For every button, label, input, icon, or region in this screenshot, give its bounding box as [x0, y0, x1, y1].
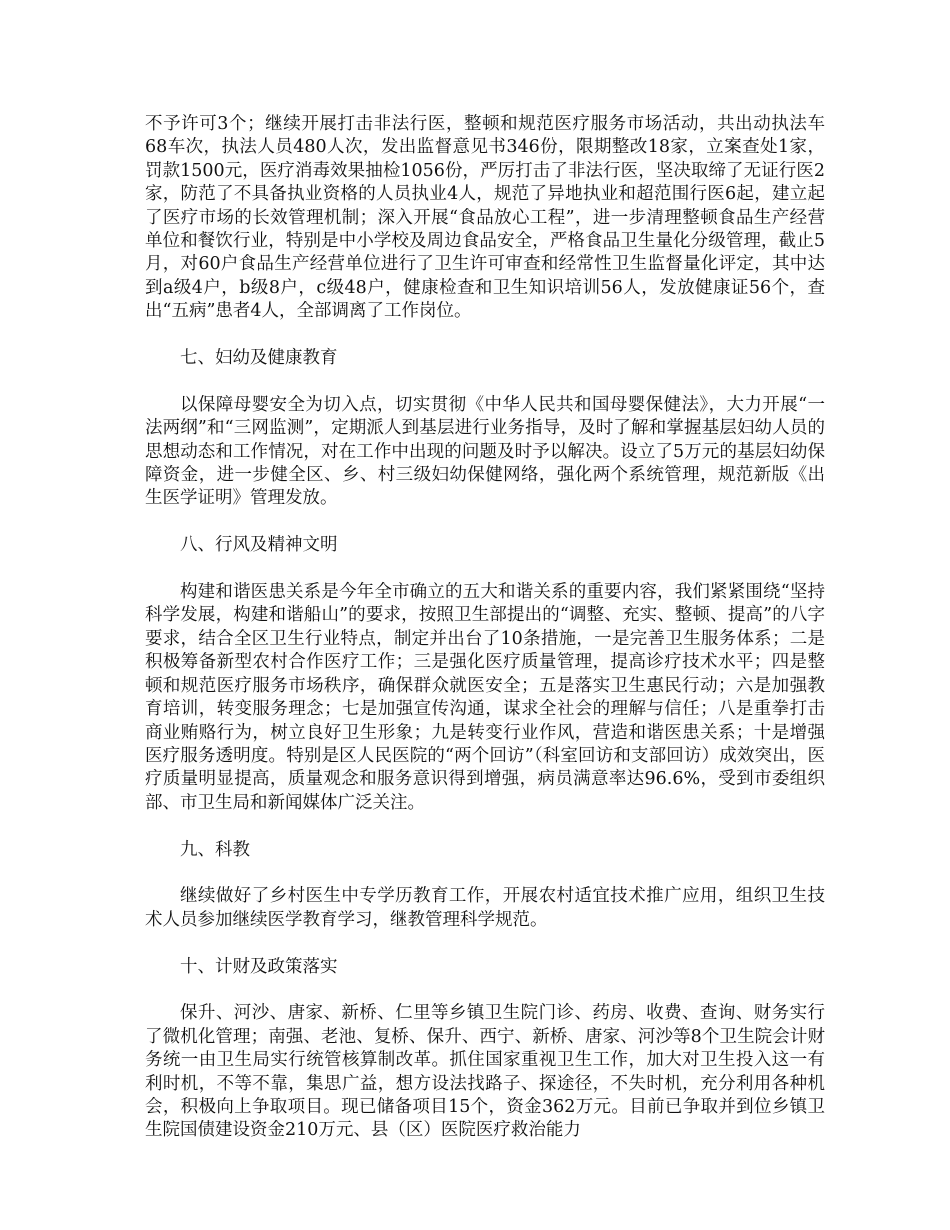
section-heading-education: 九、科教 — [180, 839, 250, 860]
paragraph-gap — [145, 511, 825, 534]
paragraph-gap — [145, 558, 825, 581]
paragraph-education: 继续做好了乡村医生中专学历教育工作，开展农村适宜技术推广应用，组织卫生技术人员参加继续医学教育学习，继教管理科学规范。 — [145, 886, 825, 930]
paragraph-maternal-health: 以保障母婴安全为切入点，切实贯彻《中华人民共和国母婴保健法》，大力开展“一法两纲”和“三网监测”，定期派人到基层进行业务指导，及时了解和掌握基层妇幼人员的思想动态和工作情况，对在工作中出现的问题及时予以解决。设立了5万元的基层妇幼保障资金，进一步健全区、乡、村三级妇幼保健网络，强化两个系统管理，规范新版《出生医学证明》管理发放。 — [145, 394, 825, 509]
paragraph-gap — [145, 324, 825, 347]
paragraph-supervision: 不予许可3个；继续开展打击非法行医，整顿和规范医疗服务市场活动，共出动执法车68车次，执法人员480人次，发出监督意见书346份，限期整改18家，立案查处1家，罚款1500元，医疗消毒效果抽检1056份，严厉打击了非法行医，坚决取缔了无证行医2家，防范了不具备执业资格的人员执业4人，规范了异地执业和超范围行医6起，建立起了医疗市场的长效管理机制；深入开展“食品放心工程”，进一步清理整顿食品生产经营单位和餐饮行业，特别是中小学校及周边食品安全，严格食品卫生量化分级管理，截止5月，对60户食品生产经营单位进行了卫生许可审查和经常性卫生监督量化评定，其中达到a级4户，b级8户，c级48户，健康检查和卫生知识培训56人，发放健康证56个，查出“五病”患者4人，全部调离了工作岗位。 — [145, 114, 825, 322]
paragraph-gap — [145, 979, 825, 1002]
section-heading-finance: 十、计财及政策落实 — [180, 956, 338, 977]
paragraph-gap — [145, 370, 825, 393]
paragraph-gap — [145, 932, 825, 955]
paragraph-gap — [145, 862, 825, 885]
document-page — [145, 113, 825, 1143]
paragraph-ethics: 构建和谐医患关系是今年全市确立的五大和谐关系的重要内容，我们紧紧围绕“坚持科学发展，构建和谐船山”的要求，按照卫生部提出的“调整、充实、整顿、提高”的八字要求，结合全区卫生行业特点，制定并出台了10条措施，一是完善卫生服务体系；二是积极筹备新型农村合作医疗工作；三是强化医疗质量管理，提高诊疗技术水平；四是整顿和规范医疗服务市场秩序，确保群众就医安全；五是落实卫生惠民行动；六是加强教育培训，转变服务理念；七是加强宣传沟通，谋求全社会的理解与信任；八是重拳打击商业贿赂行为，树立良好卫生形象；九是转变行业作风，营造和谐医患关系；十是增强医疗服务透明度。特别是区人民医院的“两个回访”（科室回访和支部回访）成效突出，医疗质量明显提高，质量观念和服务意识得到增强，病员满意率达96.6%，受到市委组织部、市卫生局和新闻媒体广泛关注。 — [145, 582, 825, 813]
paragraph-finance: 保升、河沙、唐家、新桥、仁里等乡镇卫生院门诊、药房、收费、查询、财务实行了微机化管理；南强、老池、复桥、保升、西宁、新桥、唐家、河沙等8个卫生院会计财务统一由卫生局实行统管核算制改革。抓住国家重视卫生工作，加大对卫生投入这一有利时机，不等不靠，集思广益，想方设法找路子、探途径，不失时机，充分利用各种机会，积极向上争取项目。现已储备项目15个，资金362万元。目前已争取并到位乡镇卫生院国债建设资金210万元、县（区）医院医疗救治能力 — [145, 1003, 825, 1141]
section-heading-maternal-health: 七、妇幼及健康教育 — [180, 348, 338, 369]
paragraph-gap — [145, 815, 825, 838]
section-heading-ethics: 八、行风及精神文明 — [180, 535, 338, 556]
